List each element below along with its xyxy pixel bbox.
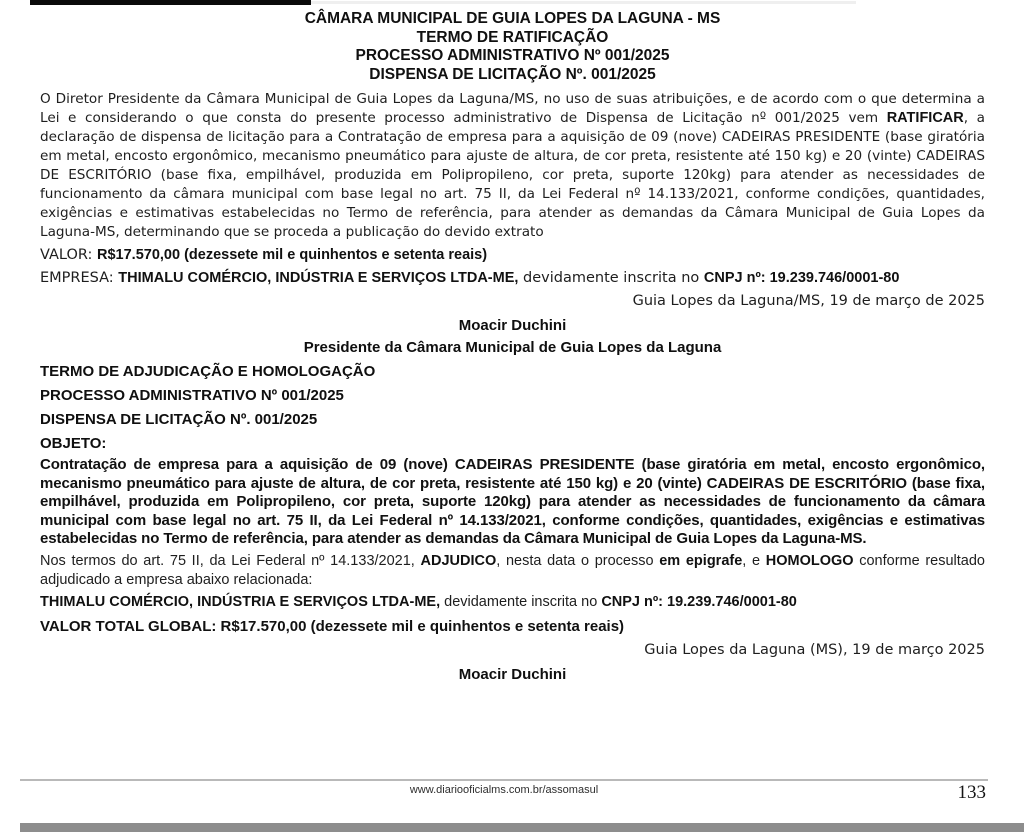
- page-number: 133: [957, 782, 986, 803]
- heading-termo-ratificacao: TERMO DE RATIFICAÇÃO: [416, 28, 609, 46]
- page-title: CÂMARA MUNICIPAL DE GUIA LOPES DA LAGUNA - MS: [304, 10, 721, 27]
- signature-title: Presidente da Câmara Municipal de Guia Lopes da Laguna: [303, 339, 722, 356]
- footer-url: www.diariooficialms.com.br/assomasul: [409, 784, 599, 796]
- terms-paragraph: [40, 552, 985, 590]
- ratification-text-run: O Diretor Presidente da Câmara Municipal de Guia Lopes da Laguna/MS, no uso de suas atribuições, e de acordo com o que determina a Lei e considerando o que consta do presente processo administrativo de Dispensa de Licitação nº 001/2025 vem: [40, 91, 985, 126]
- empresa-name: THIMALU COMÉRCIO, INDÚSTRIA E SERVIÇOS LTDA-ME,: [118, 270, 519, 286]
- document-body: [40, 0, 985, 684]
- objeto-paragraph: Contratação de empresa para a aquisição de 09 (nove) CADEIRAS PRESIDENTE (base giratória em metal, encosto ergonômico, mecanismo pneumático para ajuste de altura, de cor preta, resistente até 150 kg) e 20 (vinte) CADEIRAS DE ESCRITÓRIO (base fixa, empilhável, produzida em Polipropileno, cor preta, suporte 120kg) para atender as necessidades de funcionamento da câmara municipal com base legal no art. 75 II, da Lei Federal nº 14.133/2021, conforme condições, quantidades, exigências e estimativas estabelecidas no Termo de referência, para atender as demandas da Câmara Municipal de Guia Lopes da Laguna-MS.: [40, 456, 985, 547]
- empresa-name-2: THIMALU COMÉRCIO, INDÚSTRIA E SERVIÇOS LTDA-ME,: [40, 593, 441, 610]
- empresa-line-2: [40, 593, 985, 612]
- terms-text-run: , e: [742, 552, 766, 569]
- empresa-line: [40, 268, 985, 288]
- page-footer: [20, 779, 988, 803]
- bottom-scroll-strip: [20, 823, 1024, 832]
- objeto-label: OBJETO:: [40, 435, 107, 452]
- signature-name: Moacir Duchini: [458, 317, 567, 334]
- empresa-cnpj-2: CNPJ nº: 19.239.746/0001-80: [601, 593, 797, 610]
- ratification-date: Guia Lopes da Laguna/MS, 19 de março de 2025: [632, 293, 985, 309]
- adjudico-bold: ADJUDICO: [420, 552, 497, 569]
- empresa-cnpj: CNPJ nº: 19.239.746/0001-80: [703, 270, 900, 286]
- em-epigrafe-bold: em epigrafe: [659, 552, 743, 569]
- heading-processo-administrativo: PROCESSO ADMINISTRATIVO Nº 001/2025: [355, 47, 670, 64]
- ratification-paragraph: [40, 90, 985, 242]
- heading-dispensa-licitacao: DISPENSA DE LICITAÇÃO Nº. 001/2025: [369, 65, 656, 83]
- terms-text-run: Nos termos do art. 75 II, da Lei Federal nº 14.133/2021,: [40, 552, 421, 569]
- signature-name-2: Moacir Duchini: [458, 665, 567, 683]
- valor-value: R$17.570,00 (dezessete mil e quinhentos e setenta reais): [97, 247, 488, 263]
- terms-text-run: , nesta data o processo: [496, 552, 660, 569]
- valor-line: [40, 245, 985, 265]
- ratification-text-run: , a declaração de dispensa de licitação para a Contratação de empresa para a aquisição de 09 (nove) CADEIRAS PRESIDENTE (base giratória em metal, encosto ergonômico, mecanismo pneumático para ajuste de altura, de cor preta, resistente até 150 kg) e 20 (vinte) CADEIRAS DE ESCRITÓRIO (base fixa, empilhável, produzida em Polipropileno, cor preta, suporte 120kg) para atender as necessidades de funcionamento da câmara municipal com base legal no art. 75 II, da Lei Federal nº 14.133/2021, conforme condições, quantidades, exigências e estimativas estabelecidas no Termo de referência, para atender as demandas da Câmara Municipal de Guia Lopes da Laguna-MS, determinando que se proceda a publicação do devido extrato: [40, 110, 985, 240]
- empresa-middle-text: devidamente inscrita no: [518, 270, 704, 286]
- empresa-middle-text-2: devidamente inscrita no: [440, 593, 602, 610]
- document-header: [40, 10, 985, 84]
- terms-text-run: conforme resultado adjudicado a empresa abaixo relacionada:: [40, 552, 985, 588]
- valor-label: VALOR:: [40, 247, 98, 263]
- empresa-label: EMPRESA:: [40, 270, 119, 286]
- heading-dispensa-licitacao-2: DISPENSA DE LICITAÇÃO Nº. 001/2025: [40, 411, 318, 428]
- heading-termo-adjudicacao: TERMO DE ADJUDICAÇÃO E HOMOLOGAÇÃO: [40, 363, 376, 380]
- adjudication-date: Guia Lopes da Laguna (MS), 19 de março 2025: [644, 641, 985, 658]
- heading-processo-administrativo-2: PROCESSO ADMINISTRATIVO Nº 001/2025: [40, 387, 344, 404]
- ratificar-bold: RATIFICAR: [886, 110, 964, 126]
- valor-total-line: VALOR TOTAL GLOBAL: R$17.570,00 (dezessete mil e quinhentos e setenta reais): [40, 617, 625, 635]
- homologo-bold: HOMOLOGO: [765, 552, 854, 569]
